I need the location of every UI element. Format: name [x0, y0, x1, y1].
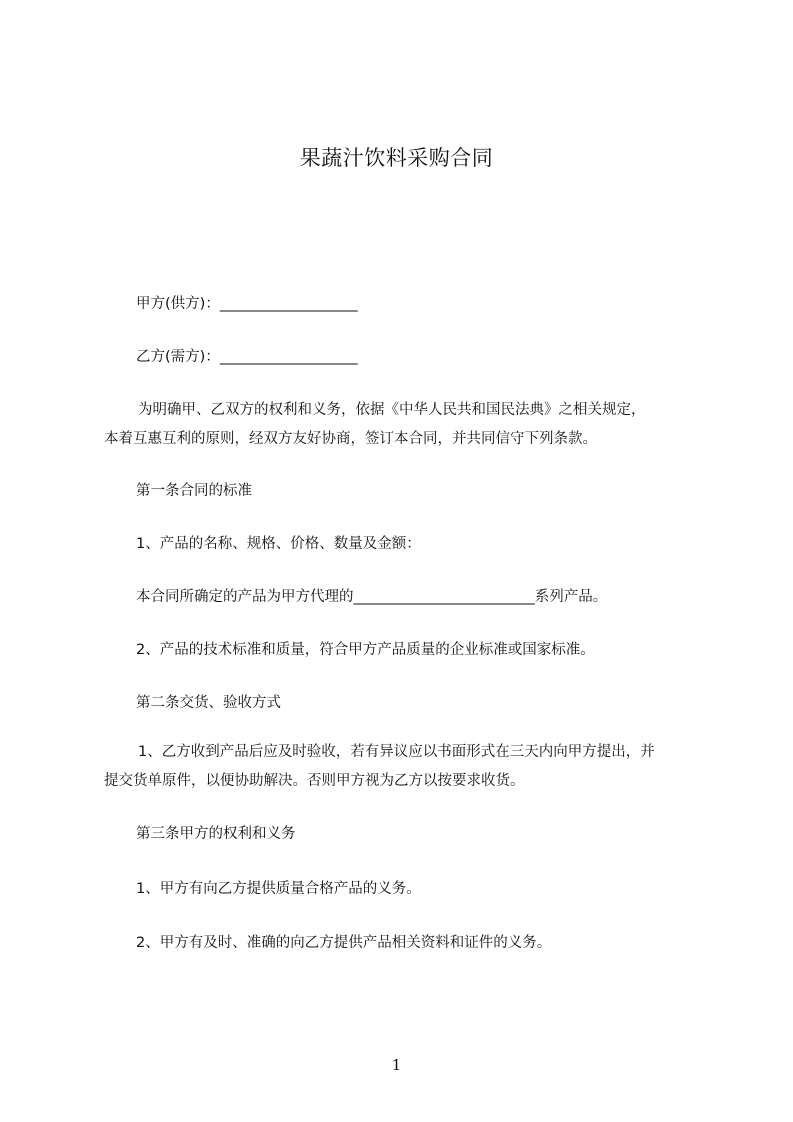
article-1-item-1-detail: 本合同所确定的产品为甲方代理的_________________________系列产品。: [136, 589, 608, 605]
article-2-item-1-line-1: 1、乙方收到产品后应及时验收，若有异议应以书面形式在三天内向甲方提出，并: [138, 744, 655, 760]
article-2-item-1: [104, 738, 694, 796]
intro-line-2: 本着互惠互利的原则，经双方友好协商，签订本合同，并共同信守下列条款。: [104, 431, 597, 447]
intro-paragraph: [104, 396, 694, 454]
party-a-line: 甲方(供方)：___________________: [136, 296, 358, 312]
article-1-item-1: 1、产品的名称、规格、价格、数量及金额：: [136, 536, 421, 552]
article-1-heading: 第一条合同的标准: [136, 483, 252, 499]
article-2-heading: 第二条交货、验收方式: [136, 695, 281, 711]
article-3-item-2: 2、甲方有及时、准确的向乙方提供产品相关资料和证件的义务。: [136, 935, 552, 951]
page-number: 1: [391, 1056, 402, 1074]
party-b-line: 乙方(需方)：___________________: [136, 349, 358, 365]
intro-line-1: 为明确甲、乙双方的权利和义务，依据《中华人民共和国民法典》之相关规定，: [138, 402, 646, 418]
article-1-item-2: 2、产品的技术标准和质量，符合甲方产品质量的企业标准或国家标准。: [136, 642, 595, 658]
article-2-item-1-line-2: 提交货单原件，以便协助解决。否则甲方视为乙方以按要求收货。: [104, 773, 525, 789]
article-3-item-1: 1、甲方有向乙方提供质量合格产品的义务。: [136, 881, 421, 897]
document-title: 果蔬汁饮料采购合同: [299, 146, 494, 170]
article-3-heading: 第三条甲方的权利和义务: [136, 826, 296, 842]
